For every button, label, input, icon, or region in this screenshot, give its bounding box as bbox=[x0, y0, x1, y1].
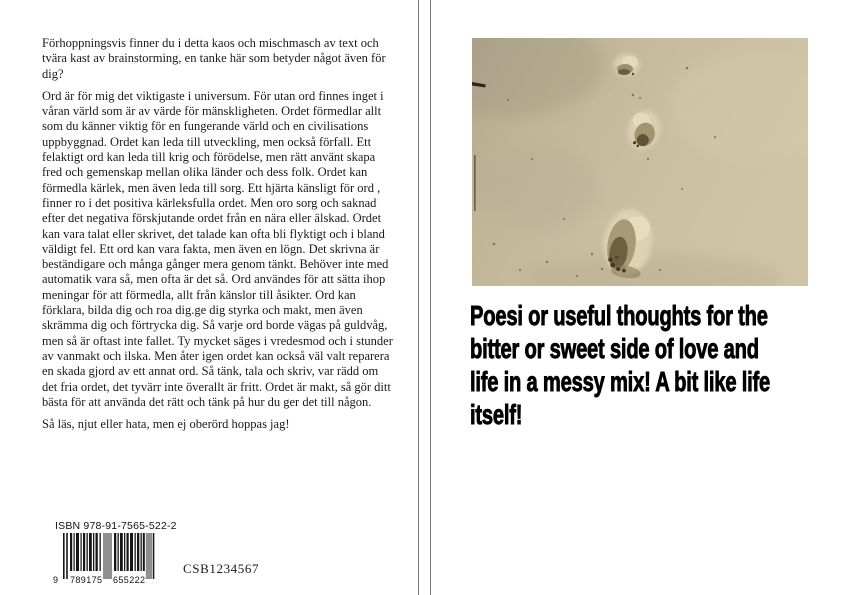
title-line-4: itself! bbox=[470, 399, 523, 430]
spine-fold-line-left bbox=[418, 0, 419, 595]
barcode-digit-group2: 655222 bbox=[113, 575, 145, 585]
barcode-digit-group1: 789175 bbox=[70, 575, 102, 585]
title-line-1: Poesi or useful thoughts for the bbox=[470, 300, 768, 331]
title-line-3: life in a messy mix! A bit like life bbox=[470, 366, 770, 397]
footprints-in-sand-photo bbox=[472, 38, 808, 286]
title-line-2: bitter or sweet side of love and bbox=[470, 333, 759, 364]
isbn-label: ISBN 978-91-7565-522-2 bbox=[55, 520, 177, 532]
sand-photo-graphic bbox=[472, 38, 808, 286]
isbn-barcode bbox=[47, 533, 159, 586]
back-cover-paragraph-3: Så läs, njut eller hata, men ej oberörd hoppas jag! bbox=[42, 417, 290, 432]
barcode-graphic bbox=[47, 533, 159, 586]
csb-code: CSB1234567 bbox=[183, 561, 260, 576]
back-cover-text bbox=[42, 36, 396, 439]
back-cover-paragraph-2: Ord är för mig det viktigaste i universum. För utan ord finnes inget i våran värld som är av värde för mänskligheten. Ordet förmedlar allt som du känner viktig för en fungerande värld och en civilisations uppbyggnad. Ordet kan leda till utveckling, men också förfall. Ett felaktigt ord kan leda till krig och förödelse, men rätt använt skapa fred och gemenskap mellan olika länder och dess folk. Ordet kan förmedla kärlek, men även leda till sorg. Ett hjärta känsligt för ord , finner ro i det positiva kärleksfulla ordet. Men oro sorg och saknad efter det negativa förskjutande ordet från en nära eller älskad. Ordet kan vara talat eller skrivet, det talade kan ofta bli flyktigt och i bland väldigt fel. Ett ord kan vara fakta, men även en lögn. Det skrivna är beständigare och många gånger mera genom tänkt. Behöver inte med automatik vara så, men ofta är det så. Ord användes för att sätta ihop meningar för att förmedla, allt från känslor till åsikter. Ord kan förklara, bilda dig och roa dig.ge dig styrka och makt, men även skrämma dig och förtrycka dig. Så varje ord borde vägas på guldvåg, men så är oftast inte fallet. Ty mycket säges i vredesmod och i stunder av vanmakt och ilska. Men åter igen ordet kan också väl valt reparera en skada gjord av ett annat ord. Så tänk, tala och skriv, var rädd om det fria ordet, det tyvärr inte överallt är fritt. Ordet är makt, så gör ditt bästa för att använda det rätt och tänk på hur du ger det till någon. bbox=[42, 88, 393, 409]
back-cover-paragraph-1: Förhoppningsvis finner du i detta kaos och mischmasch av text och tvära kast av brainstorming, en tanke här som betyder något även för dig? bbox=[42, 36, 386, 81]
spine-fold-line-right bbox=[430, 0, 431, 595]
front-cover-title bbox=[470, 299, 850, 431]
barcode-digit-prefix: 9 bbox=[53, 575, 59, 585]
